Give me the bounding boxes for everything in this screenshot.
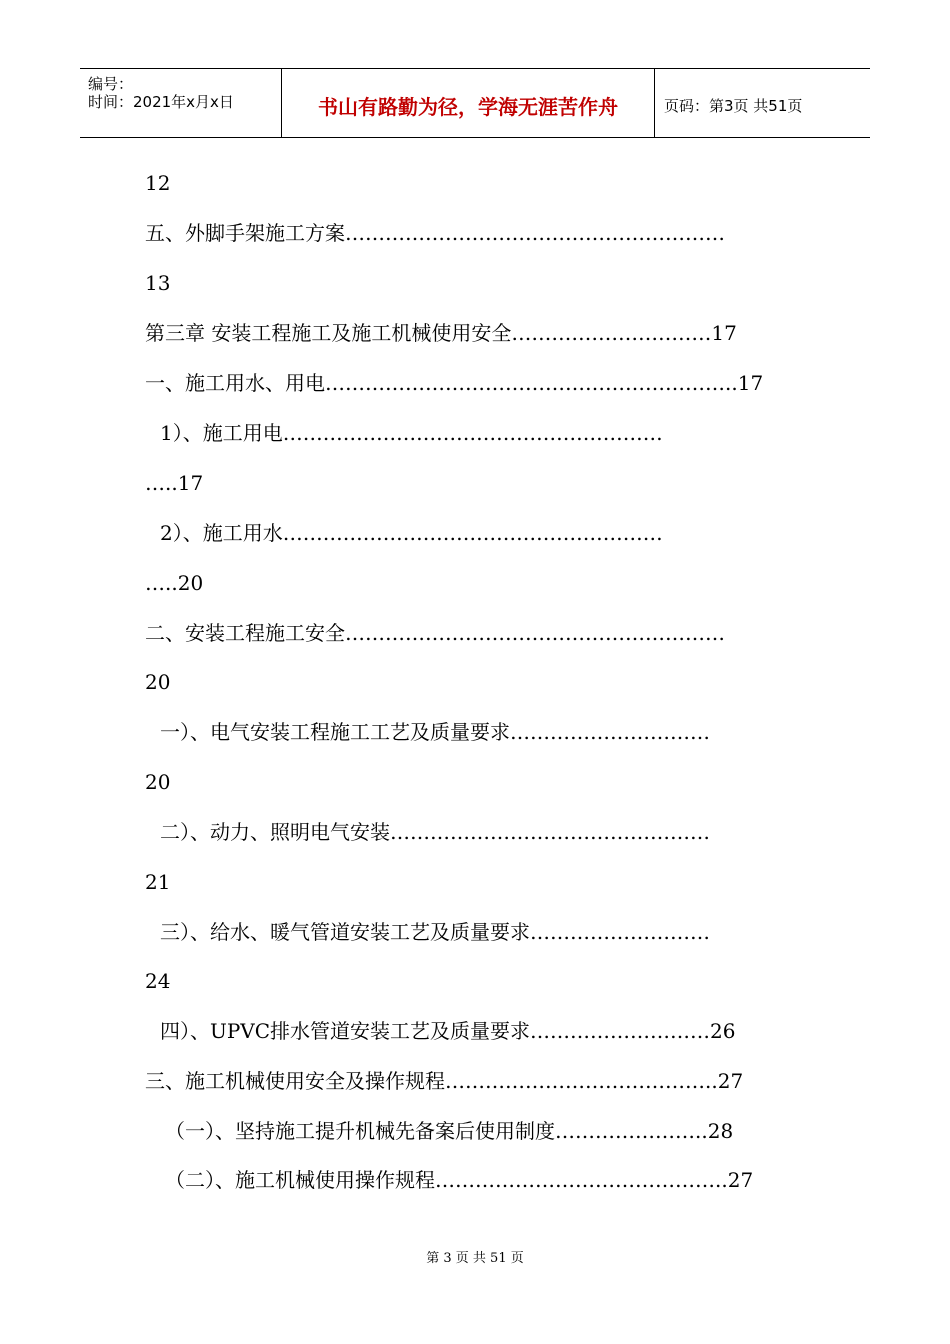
document-number-label: 编号：: [88, 75, 134, 93]
toc-line: 一）、电气安装工程施工工艺及质量要求…………………………: [160, 720, 710, 744]
toc-line: 四）、UPVC排水管道安装工艺及质量要求………………………26: [160, 1019, 736, 1043]
toc-line: 12: [145, 171, 171, 195]
toc-line: 五、外脚手架施工方案…………………………………………………: [145, 221, 725, 245]
toc-line: …..20: [145, 571, 204, 595]
toc-line: 三）、给水、暖气管道安装工艺及质量要求………………………: [160, 920, 710, 944]
page-footer: 第 3 页 共 51 页: [426, 1251, 524, 1266]
toc-line: 21: [145, 870, 171, 894]
document-time-label: 时间：2021年x月x日: [88, 93, 234, 111]
toc-line: 二）、动力、照明电气安装…………………………………………: [160, 820, 710, 844]
toc-line: （二）、施工机械使用操作规程……………………………………..27: [165, 1168, 754, 1192]
toc-line: 二、安装工程施工安全…………………………………………………: [145, 621, 725, 645]
toc-line: …..17: [145, 471, 204, 495]
toc-line: 20: [145, 770, 171, 794]
header-page-info: 页码：第3页 共51页: [664, 97, 803, 115]
toc-line: 第三章 安装工程施工及施工机械使用安全…………………………17: [145, 321, 737, 345]
toc-line: 20: [145, 670, 171, 694]
toc-line: 1）、施工用电…………………………………………………: [160, 421, 663, 445]
toc-line: 24: [145, 969, 171, 993]
toc-line: 2）、施工用水…………………………………………………: [160, 521, 663, 545]
toc-line: 三、施工机械使用安全及操作规程…………………………………..27: [145, 1069, 744, 1093]
toc-line: 一、施工用水、用电……………………………………………………..17: [145, 371, 764, 395]
toc-line: （一）、坚持施工提升机械先备案后使用制度…………………..28: [165, 1119, 734, 1143]
header-motto: 书山有路勤为径，学海无涯苦作舟: [318, 95, 618, 119]
toc-line: 13: [145, 271, 171, 295]
